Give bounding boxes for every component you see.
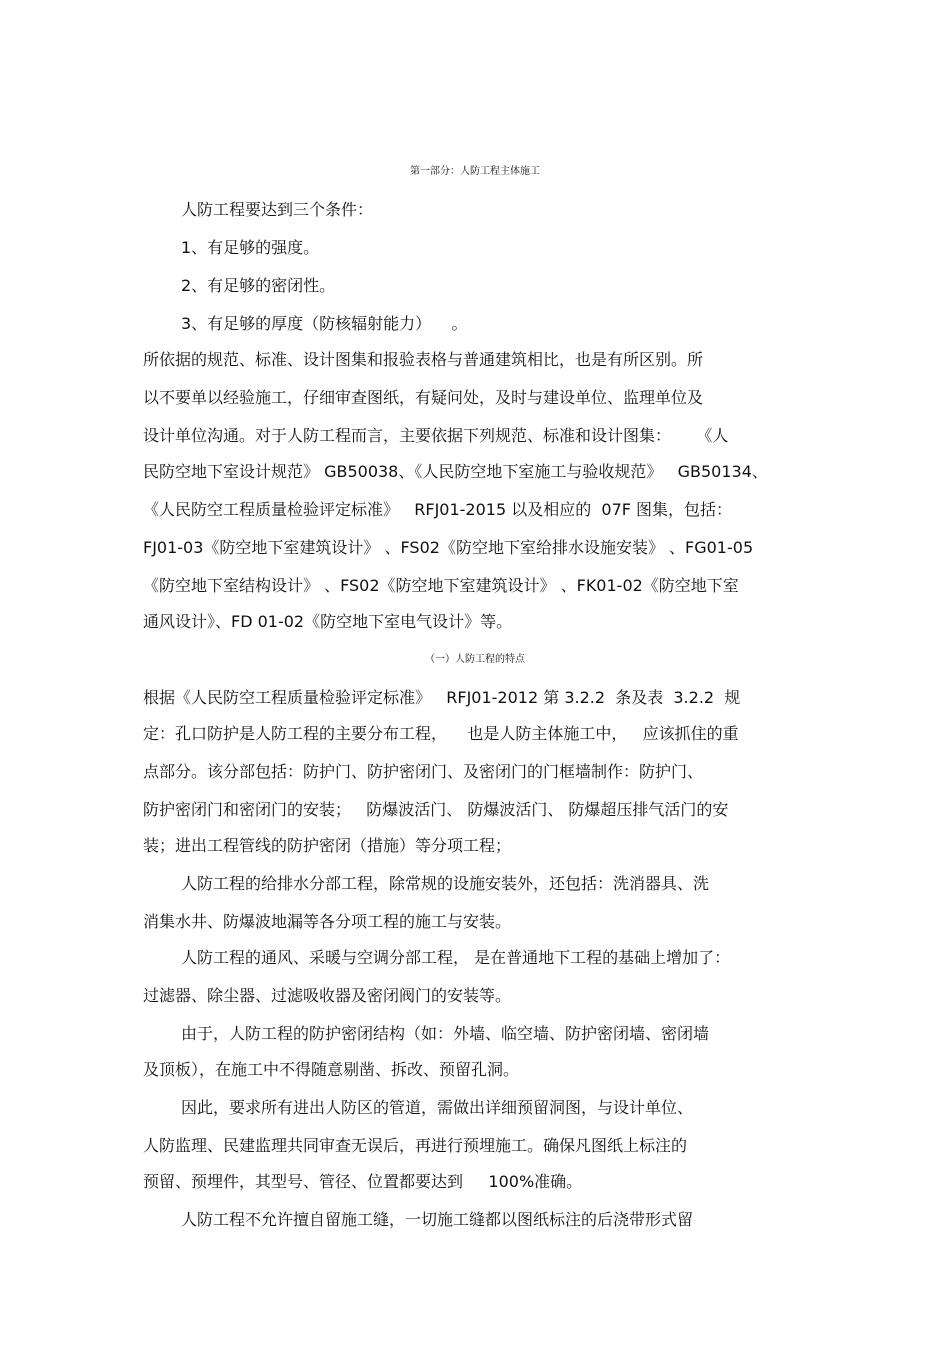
paragraph-2-line: 根据《人民防空工程质量检验评定标准》 RFJ01-2012 第 3.2.2 条及表 3.2.2 规	[143, 688, 741, 707]
paragraph-1-line: 《人民防空工程质量检验评定标准》 RFJ01-2015 以及相应的 07F 图集，包括：	[143, 500, 733, 519]
paragraph-2-line: 防护密闭门和密闭门的安装； 防爆波活门、 防爆波活门、 防爆超压排气活门的安	[143, 800, 729, 819]
paragraph-5-line: 由于，人防工程的防护密闭结构（如：外墙、临空墙、防护密闭墙、密闭墙	[181, 1024, 710, 1043]
condition-2: 2、有足够的密闭性。	[181, 276, 336, 295]
paragraph-4-line: 人防工程的通风、采暖与空调分部工程， 是在普通地下工程的基础上增加了：	[181, 948, 731, 967]
paragraph-3-line: 人防工程的给排水分部工程，除常规的设施安装外，还包括：洗消器具、洗	[181, 874, 710, 893]
paragraph-1-line: 设计单位沟通。对于人防工程而言，主要依据下列规范、标准和设计图集： 《人	[143, 426, 729, 445]
paragraph-2-line: 点部分。该分部包括：防护门、防护密闭门、及密闭门的门框墙制作：防护门、	[143, 762, 704, 781]
condition-1: 1、有足够的强度。	[181, 238, 320, 257]
paragraph-1-line: 所依据的规范、标准、设计图集和报验表格与普通建筑相比，也是有所区别。所	[143, 350, 704, 369]
section-heading: （一）人防工程的特点	[425, 654, 525, 665]
paragraph-7-line: 人防工程不允许擅自留施工缝，一切施工缝都以图纸标注的后浇带形式留	[181, 1210, 694, 1229]
intro-line: 人防工程要达到三个条件：	[181, 200, 374, 219]
paragraph-1-line: 以不要单以经验施工，仔细审查图纸，有疑问处，及时与建设单位、监理单位及	[143, 388, 704, 407]
paragraph-2-line: 装；进出工程管线的防护密闭（措施）等分项工程；	[143, 836, 512, 855]
condition-3: 3、有足够的厚度（防核辐射能力） 。	[181, 314, 468, 333]
paragraph-4-line: 过滤器、除尘器、过滤吸收器及密闭阀门的安装等。	[143, 986, 512, 1005]
paragraph-1-line: FJ01-03《防空地下室建筑设计》 、FS02《防空地下室给排水设施安装》 、FG01-05	[143, 538, 754, 557]
paragraph-6-line: 人防监理、民建监理共同审查无误后，再进行预埋施工。确保凡图纸上标注的	[143, 1136, 688, 1155]
paragraph-5-line: 及顶板），在施工中不得随意剔凿、拆改、预留孔洞。	[143, 1060, 520, 1079]
paragraph-3-line: 消集水井、防爆波地漏等各分项工程的施工与安装。	[143, 912, 512, 931]
paragraph-1-line: 民防空地下室设计规范》 GB50038、《人民防空地下室施工与验收规范》 GB50134、	[143, 462, 768, 481]
paragraph-1-line: 通风设计》、FD 01-02《防空地下室电气设计》等。	[143, 612, 513, 631]
paragraph-2-line: 定：孔口防护是人防工程的主要分布工程， 也是人防主体施工中， 应该抓住的重	[143, 724, 739, 743]
paragraph-1-line: 《防空地下室结构设计》 、FS02《防空地下室建筑设计》 、FK01-02《防空地下室	[143, 576, 739, 595]
page-title: 第一部分：人防工程主体施工	[410, 166, 540, 177]
paragraph-6-line: 预留、预埋件，其型号、管径、位置都要达到 100%准确。	[143, 1172, 583, 1191]
paragraph-6-line: 因此，要求所有进出人防区的管道，需做出详细预留洞图，与设计单位、	[181, 1098, 694, 1117]
